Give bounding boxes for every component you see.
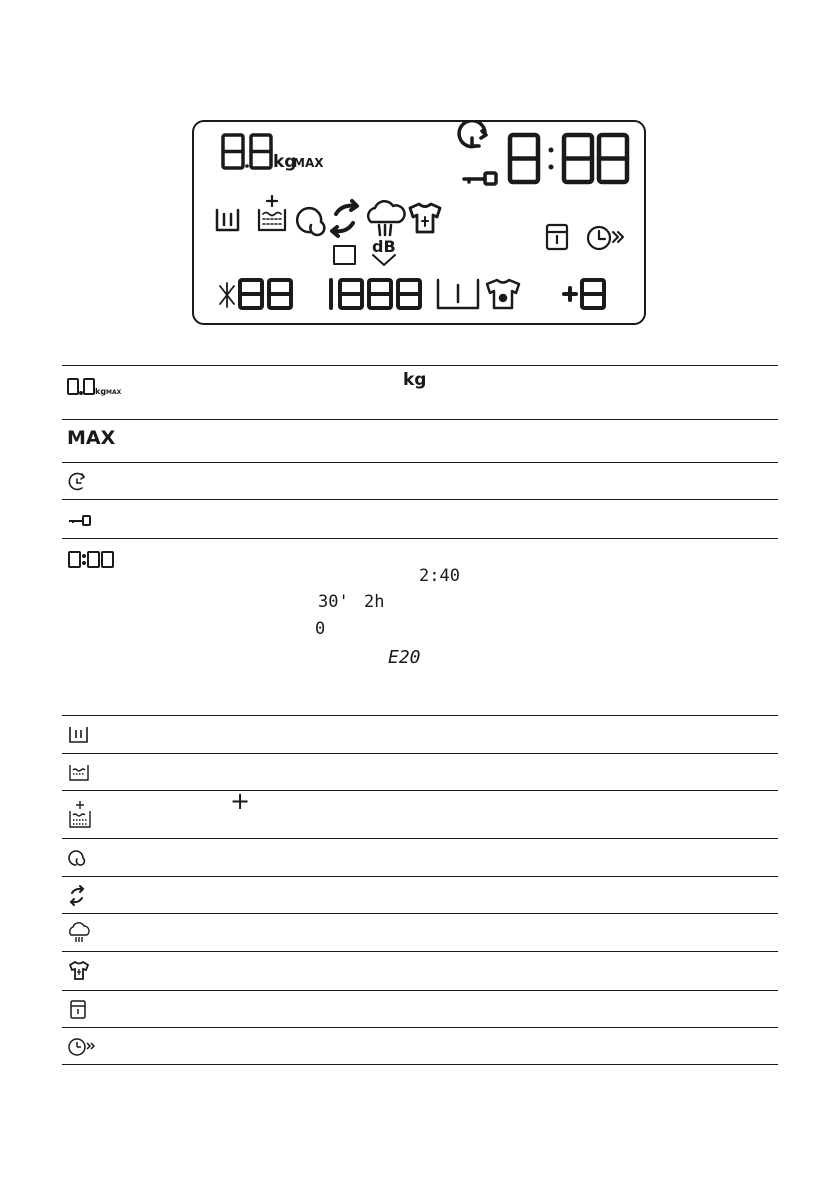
noise-chevron [373,255,395,265]
max-label: MAX [67,427,116,449]
wash-tub-icon [217,210,238,230]
child-lock-icon [67,508,97,530]
rinse-icon [67,885,91,907]
time-saver-icon [588,227,623,249]
extra-time-digit [564,280,604,308]
lcd-display-panel [192,120,646,325]
legend-row-extra-rinse [62,787,778,838]
legend-row-spin [62,838,778,876]
svg-text:MAX: MAX [106,389,122,396]
delay-start-icon [459,122,486,147]
weight-display-icon [67,374,131,398]
symbol-legend-table [62,365,778,1065]
time-display-icon [67,547,117,571]
legend-row-rinse [62,876,778,913]
rinse-hold-icon [334,246,355,264]
extra-rinse-icon [67,799,95,831]
time-saver-icon [67,1036,99,1058]
legend-row-wash-tub [62,715,778,753]
weight-digits [223,135,271,168]
time-sample-error-code: E20 [388,647,421,668]
legend-row-door-lock [62,990,778,1027]
steam-icon [368,201,404,235]
child-lock-icon [464,173,496,184]
legend-row-anti-crease [62,951,778,990]
time-digits [510,135,627,182]
anti-crease-icon [410,204,440,232]
noise-label-text: dB [372,237,396,256]
time-sample-remaining: 2:40 [419,566,460,586]
weight-units-text: kg [273,152,297,172]
temperature-star-icon [220,283,234,307]
prewash-icon [67,762,91,784]
weight-max-text: MAX [293,156,324,170]
temperature-digits [240,280,291,308]
anti-crease-icon [67,960,91,982]
lcd-segments [194,122,648,327]
legend-row-delay-start [62,462,778,499]
door-lock-icon [547,225,567,249]
spin-speed-digits [331,280,420,308]
rinse-icon [332,201,357,236]
legend-row-weight [62,365,778,419]
spin-icon [67,847,91,869]
spin-icon [297,208,324,235]
delay-start-icon [67,471,91,493]
time-sample-zero: 0 [315,619,326,639]
weight-units-label: kg [403,370,427,390]
legend-row-time-saver [62,1027,778,1065]
time-sample-minutes: 30' [318,592,349,612]
legend-row-max [62,419,778,462]
stain-shirt-icon [487,280,519,308]
door-lock-icon [67,999,91,1021]
svg-text:kg: kg [95,387,107,396]
wash-tub-icon [67,724,91,746]
soil-level-tub-icon [438,280,478,308]
time-sample-hours: 2h [364,592,385,612]
steam-icon [67,922,91,946]
extra-rinse-icon [259,196,285,230]
legend-row-child-lock [62,499,778,538]
plus-symbol: + [230,787,251,815]
legend-row-steam [62,913,778,951]
legend-row-prewash [62,753,778,790]
legend-row-time-display [62,538,778,715]
